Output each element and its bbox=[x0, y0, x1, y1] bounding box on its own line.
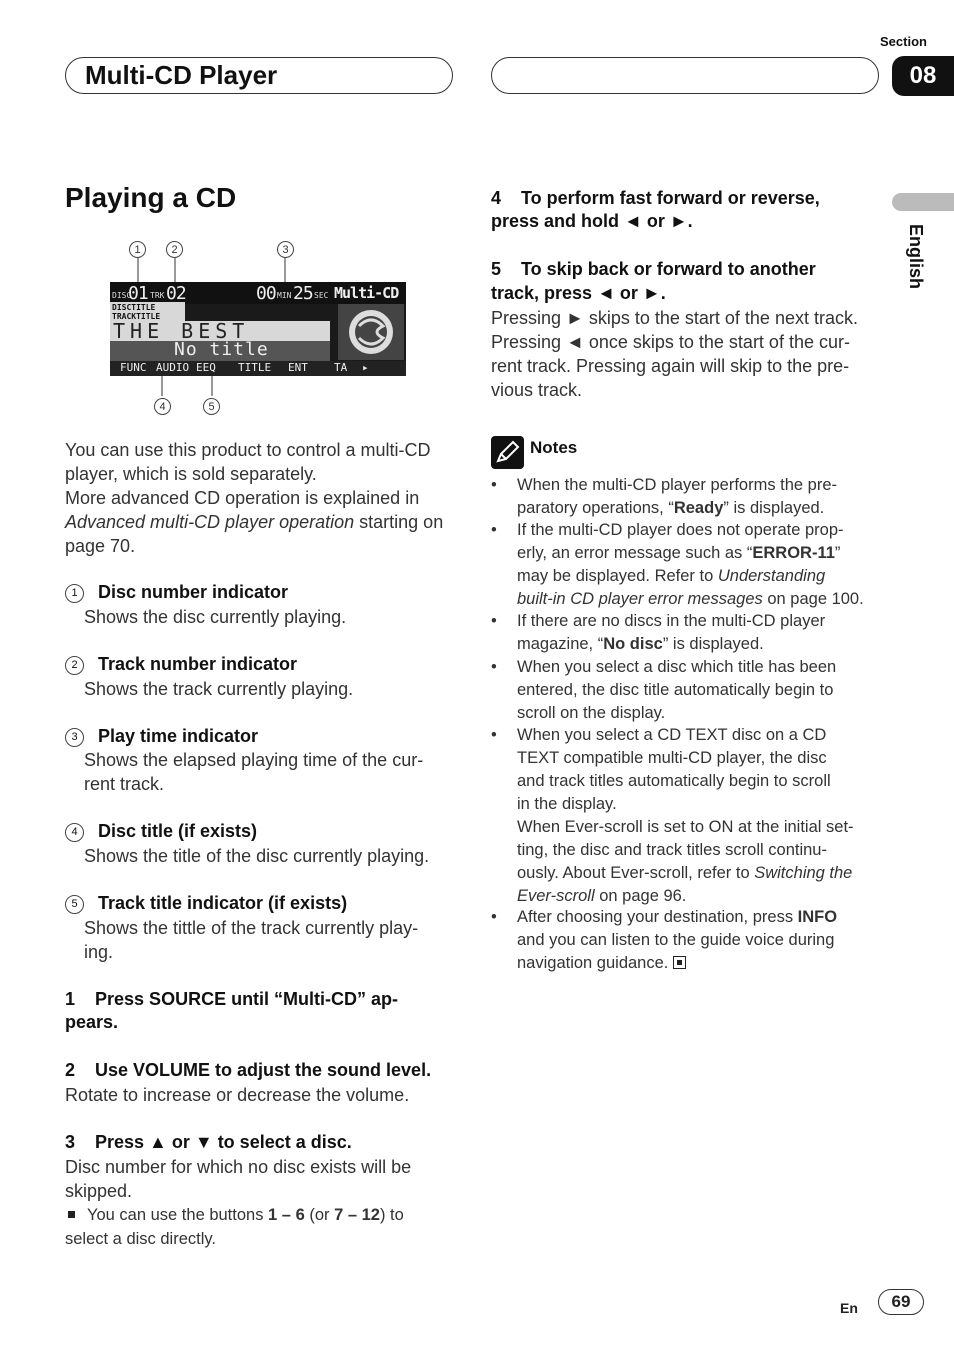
item-title-text: Track number indicator bbox=[98, 654, 298, 674]
note-text: If the multi-CD player does not operate prop- bbox=[517, 521, 844, 539]
step-5-text-line-4: vious track. bbox=[491, 380, 583, 400]
item-2-title bbox=[65, 654, 297, 675]
square-bullet-icon bbox=[68, 1211, 75, 1218]
note-item-1 bbox=[491, 474, 891, 520]
step-4-line-1: 4 To perform fast forward or reverse, bbox=[491, 188, 820, 208]
note-text: may be displayed. Refer to bbox=[517, 567, 718, 585]
note-text: When you select a disc which title has been bbox=[517, 658, 837, 676]
lcd-track-label: TRK bbox=[150, 291, 165, 300]
section-number-badge: 08 bbox=[892, 56, 954, 96]
note-text: ously. About Ever-scroll, refer to bbox=[517, 864, 755, 882]
step-5-text-line-2: Pressing ◄ once skips to the start of the cur- bbox=[491, 332, 850, 352]
page-section-title: Multi-CD Player bbox=[85, 60, 278, 90]
item-title-text: Track title indicator (if exists) bbox=[98, 893, 348, 913]
lcd-menu-item: FUNC bbox=[120, 361, 147, 374]
item-title-text: Play time indicator bbox=[98, 726, 259, 746]
sub-text: You can use the buttons bbox=[87, 1206, 269, 1224]
item-1-title bbox=[65, 582, 288, 603]
note-italic: built-in CD player error messages bbox=[517, 590, 763, 608]
sub-bold: 7 – 12 bbox=[334, 1206, 380, 1224]
note-text: magazine, “ bbox=[517, 635, 604, 653]
note-text: entered, the disc title automatically begin to bbox=[517, 681, 834, 699]
notes-pencil-icon bbox=[491, 436, 524, 469]
lcd-menu-arrow-icon: ▸ bbox=[362, 361, 369, 374]
step-1-line-2: pears. bbox=[65, 1012, 119, 1032]
lcd-disc-title: THE BEST bbox=[113, 319, 250, 343]
lcd-menu-item: EEQ bbox=[196, 361, 216, 374]
step-3-sub-note-line-2: select a disc directly. bbox=[65, 1230, 216, 1248]
lcd-menu-bar bbox=[120, 361, 406, 374]
note-bold: ERROR-11 bbox=[752, 544, 835, 562]
step-3-title: 3 Press ▲ or ▼ to select a disc. bbox=[65, 1132, 352, 1152]
language-tab bbox=[892, 193, 954, 211]
note-text: on page 96. bbox=[594, 887, 687, 905]
note-item-2 bbox=[491, 519, 891, 611]
item-number: 3 bbox=[65, 728, 84, 747]
step-2-title: 2 Use VOLUME to adjust the sound level. bbox=[65, 1060, 432, 1080]
sub-text: ) to bbox=[379, 1206, 404, 1224]
step-5-text-line-3: rent track. Pressing again will skip to the pre- bbox=[491, 356, 850, 376]
lcd-track-number: 02 bbox=[166, 283, 186, 304]
note-text: When the multi-CD player performs the pre- bbox=[517, 476, 838, 494]
note-text: When Ever-scroll is set to ON at the initial set- bbox=[517, 818, 854, 836]
intro-paragraph-1: You can use this product to control a multi-CD player, which is sold separately. bbox=[65, 440, 431, 484]
intro-text: starting on page 70. bbox=[65, 512, 444, 556]
intro-text: More advanced CD operation is explained in bbox=[65, 488, 420, 508]
note-text: paratory operations, “ bbox=[517, 499, 674, 517]
callout-4: 4 bbox=[154, 398, 171, 415]
sub-bold: 1 – 6 bbox=[268, 1206, 305, 1224]
item-number: 4 bbox=[65, 823, 84, 842]
bullet-icon: • bbox=[491, 476, 497, 494]
item-title-text: Disc title (if exists) bbox=[98, 821, 258, 841]
note-italic: Switching the bbox=[754, 864, 853, 882]
step-5-line-2: track, press ◄ or ►. bbox=[491, 283, 666, 303]
note-italic: Ever-scroll bbox=[517, 887, 595, 905]
lcd-min-label: MIN bbox=[277, 291, 292, 300]
note-text: and you can listen to the guide voice during bbox=[517, 931, 835, 949]
note-text: and track titles automatically begin to scroll bbox=[517, 772, 831, 790]
note-text: If there are no discs in the multi-CD player bbox=[517, 612, 826, 630]
note-item-4 bbox=[491, 656, 891, 725]
bullet-icon: • bbox=[491, 521, 497, 539]
note-bold: No disc bbox=[603, 635, 663, 653]
item-number: 1 bbox=[65, 584, 84, 603]
callout-2: 2 bbox=[166, 241, 183, 258]
intro-paragraph-2 bbox=[65, 486, 455, 558]
lcd-disc-label: DISC bbox=[112, 291, 132, 300]
step-5-text-line-1: Pressing ► skips to the start of the next track. bbox=[491, 308, 858, 328]
note-item-6 bbox=[491, 906, 891, 975]
note-text: After choosing your destination, press bbox=[517, 908, 798, 926]
note-italic: Understanding bbox=[717, 567, 826, 585]
note-text: erly, an error message such as “ bbox=[517, 544, 753, 562]
lcd-min-value: 00 bbox=[256, 283, 276, 304]
lcd-sec-value: 25 bbox=[293, 283, 313, 304]
item-3-desc-line-2: rent track. bbox=[84, 774, 165, 794]
lcd-track-title-tag: TRACKTITLE bbox=[112, 312, 161, 321]
item-title-text: Disc number indicator bbox=[98, 582, 289, 602]
step-3-sub-note bbox=[65, 1203, 404, 1227]
note-text: scroll on the display. bbox=[517, 704, 666, 722]
note-text: in the display. bbox=[517, 795, 617, 813]
item-3-title bbox=[65, 726, 258, 747]
step-1-line-1: 1 Press SOURCE until “Multi-CD” ap- bbox=[65, 989, 399, 1009]
note-text: on page 100. bbox=[762, 590, 864, 608]
language-label: English bbox=[906, 224, 926, 290]
intro-link-text: Advanced multi-CD player operation bbox=[65, 512, 355, 532]
note-text: TEXT compatible multi-CD player, the disc bbox=[517, 749, 827, 767]
note-text: ting, the disc and track titles scroll continu- bbox=[517, 841, 827, 859]
item-5-desc-line-1: Shows the tittle of the track currently play- bbox=[84, 918, 419, 938]
item-3-desc-line-1: Shows the elapsed playing time of the cur- bbox=[84, 750, 424, 770]
note-text: When you select a CD TEXT disc on a CD bbox=[517, 726, 827, 744]
item-4-title bbox=[65, 821, 257, 842]
note-text: ” is displayed. bbox=[662, 635, 764, 653]
page-title: Playing a CD bbox=[65, 182, 237, 213]
step-2-text: Rotate to increase or decrease the volume. bbox=[65, 1085, 410, 1105]
lcd-disc-number: 01 bbox=[128, 283, 148, 304]
callout-1: 1 bbox=[129, 241, 146, 258]
bullet-icon: • bbox=[491, 908, 497, 926]
end-mark-icon bbox=[673, 956, 686, 969]
note-text: ” bbox=[834, 544, 841, 562]
item-5-desc-line-2: ing. bbox=[84, 942, 114, 962]
callout-5: 5 bbox=[203, 398, 220, 415]
lcd-display bbox=[110, 282, 406, 376]
footer-language: En bbox=[840, 1300, 858, 1316]
item-4-desc: Shows the title of the disc currently playing. bbox=[84, 846, 430, 866]
header-blank-frame bbox=[491, 57, 879, 94]
callout-3: 3 bbox=[277, 241, 294, 258]
lcd-sec-label: SEC bbox=[314, 291, 329, 300]
notes-title: Notes bbox=[530, 438, 578, 457]
lcd-source: Multi-CD bbox=[334, 284, 399, 302]
step-3-text-line-1: Disc number for which no disc exists will be bbox=[65, 1157, 412, 1177]
page-number: 69 bbox=[878, 1289, 924, 1315]
lcd-menu-item: AUDIO bbox=[156, 361, 190, 374]
step-4-line-2: press and hold ◄ or ►. bbox=[491, 211, 693, 231]
item-1-desc: Shows the disc currently playing. bbox=[84, 607, 347, 627]
item-number: 2 bbox=[65, 656, 84, 675]
step-5-line-1: 5 To skip back or forward to another bbox=[491, 259, 816, 279]
bullet-icon: • bbox=[491, 658, 497, 676]
note-item-3 bbox=[491, 610, 891, 656]
lcd-menu-item: ENT bbox=[288, 361, 308, 374]
lcd-menu-item: TA bbox=[334, 361, 348, 374]
lcd-disc-title-tag: DISCTITLE bbox=[112, 303, 156, 312]
note-bold: INFO bbox=[797, 908, 838, 926]
lcd-menu-item: TITLE bbox=[238, 361, 272, 374]
step-3-text-line-2: skipped. bbox=[65, 1181, 133, 1201]
item-number: 5 bbox=[65, 895, 84, 914]
section-label: Section bbox=[880, 34, 927, 49]
note-bold: Ready bbox=[673, 499, 724, 517]
lcd-track-title: No title bbox=[174, 339, 269, 360]
note-text: ” is displayed. bbox=[723, 499, 825, 517]
bullet-icon: • bbox=[491, 726, 497, 744]
note-text: navigation guidance. bbox=[517, 954, 669, 972]
sub-text: (or bbox=[304, 1206, 335, 1224]
bullet-icon: • bbox=[491, 612, 497, 630]
note-item-5 bbox=[491, 724, 891, 908]
item-5-title bbox=[65, 893, 347, 914]
item-2-desc: Shows the track currently playing. bbox=[84, 679, 354, 699]
